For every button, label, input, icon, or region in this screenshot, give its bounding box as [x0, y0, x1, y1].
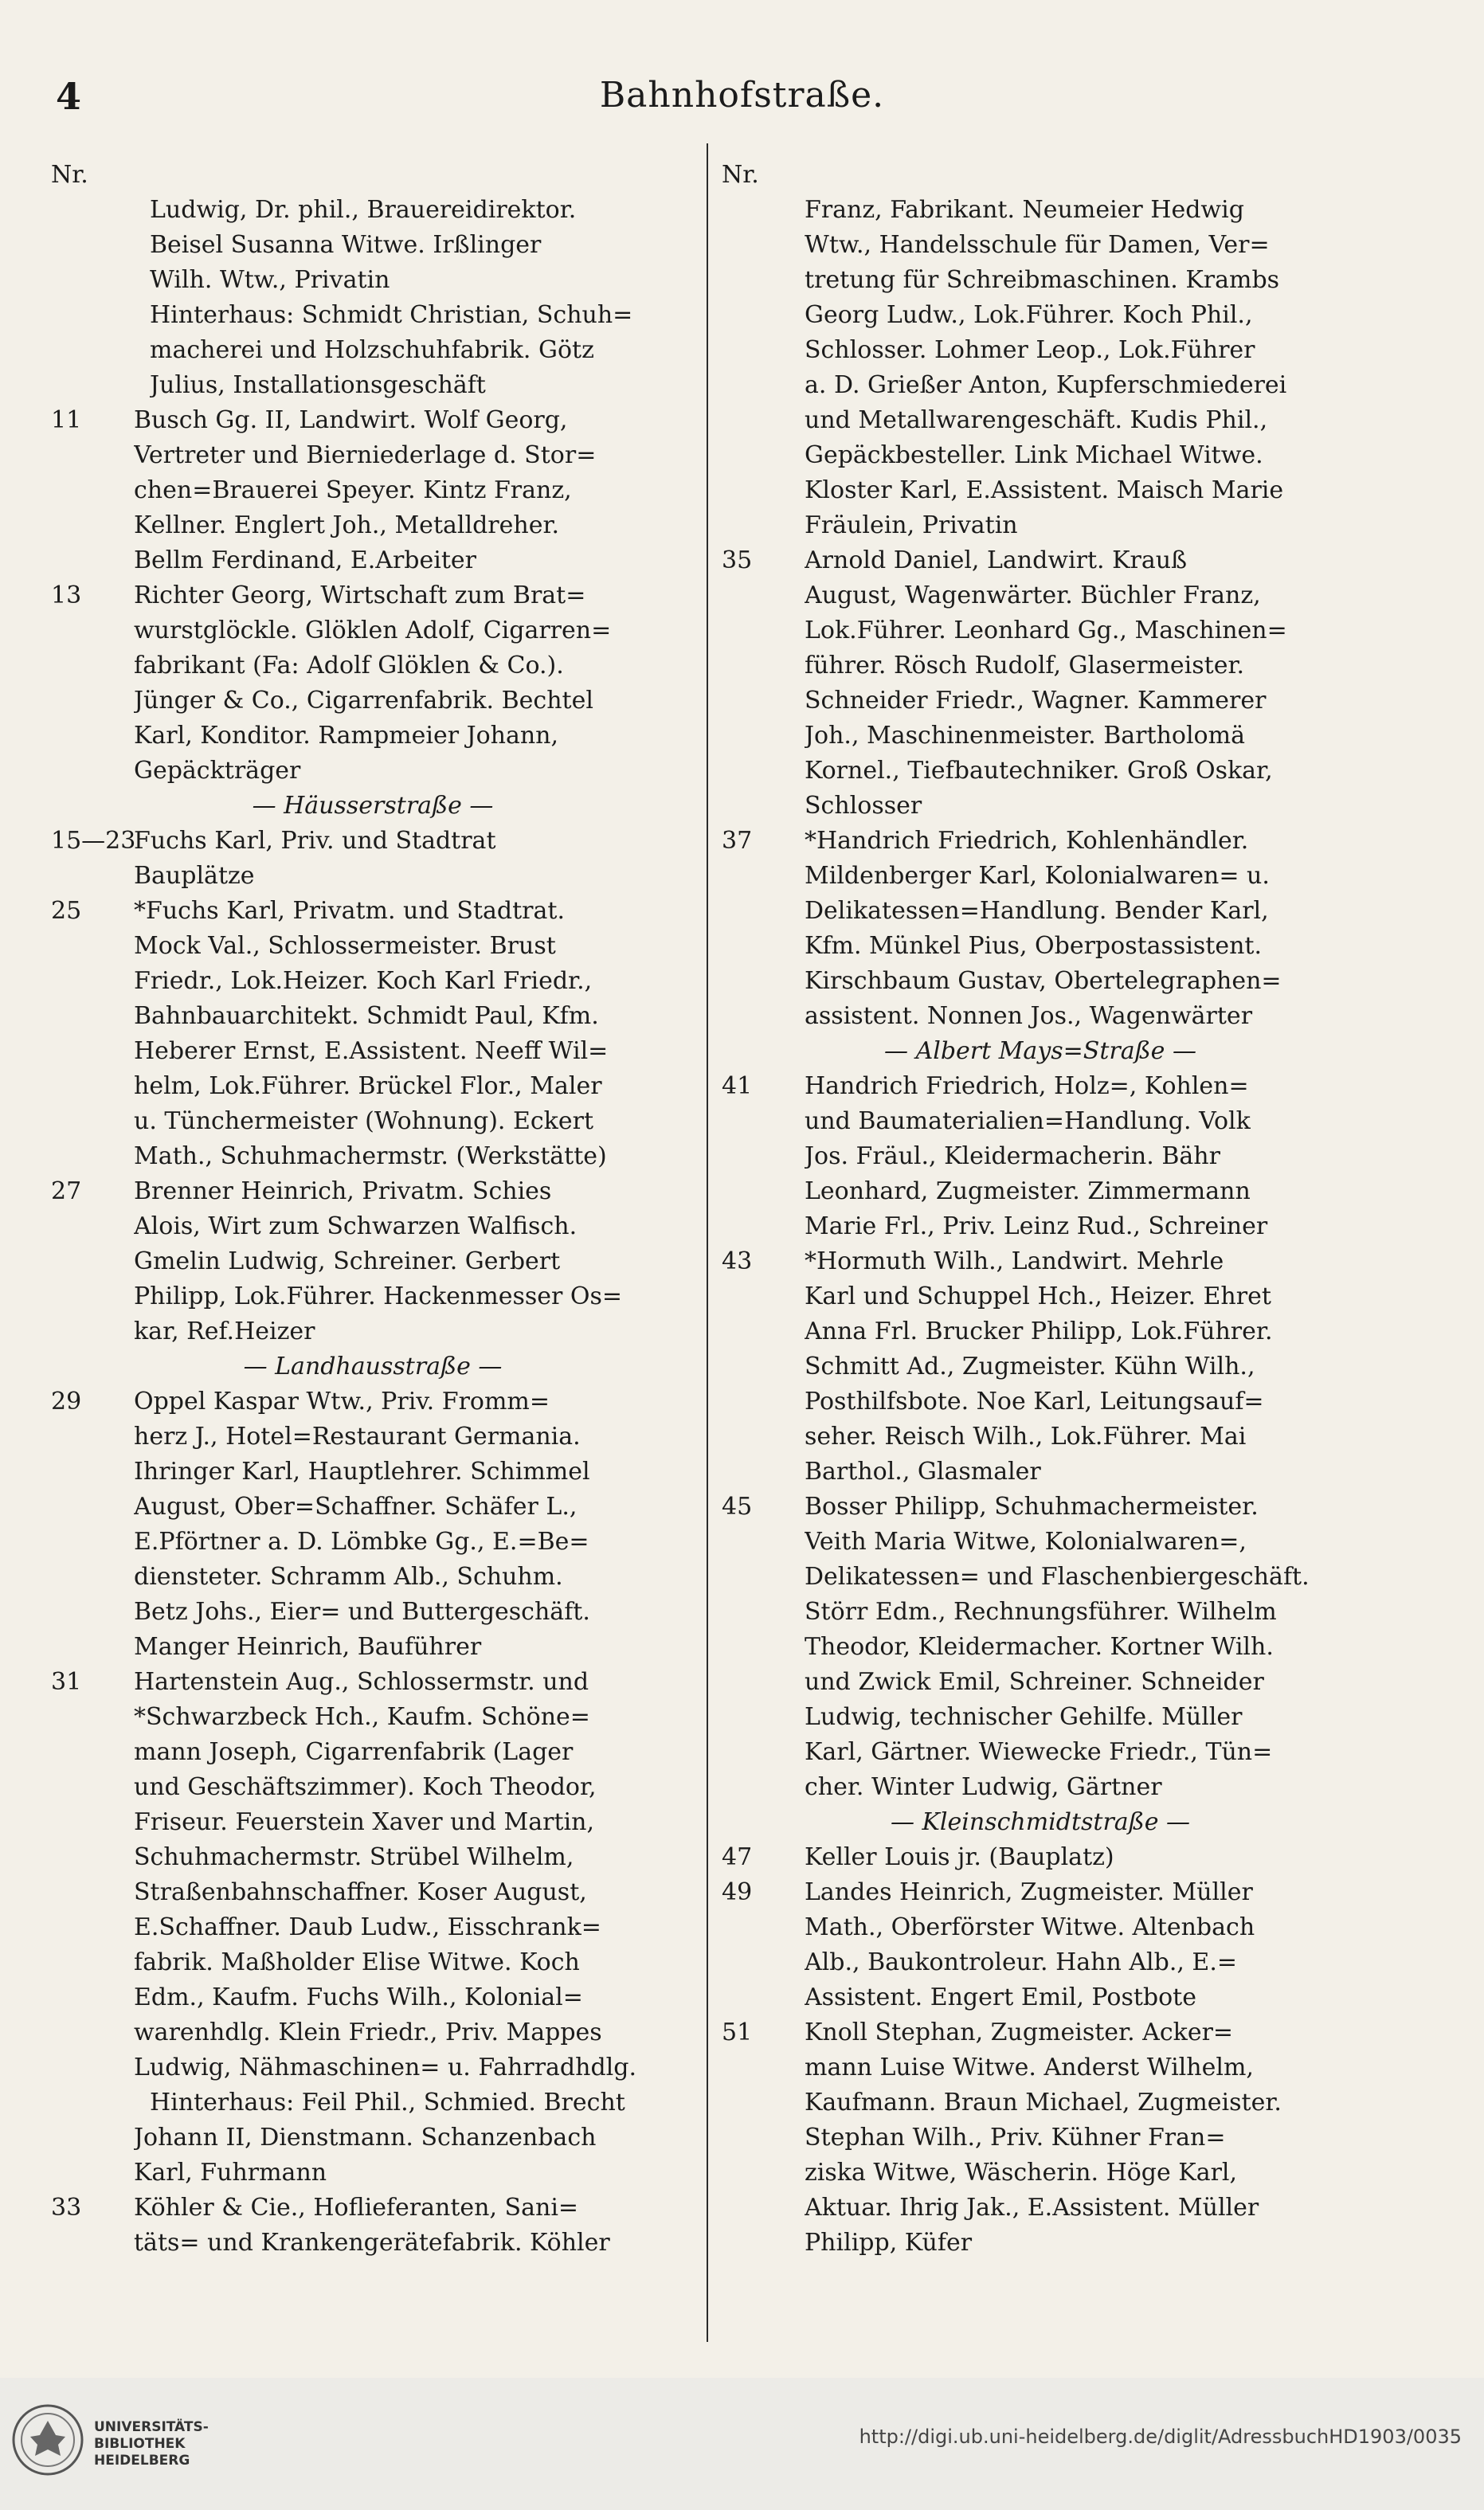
directory-line [51, 964, 695, 999]
entry-text: Posthilfsbote. Noe Karl, Leitungsauf= [805, 1388, 1264, 1416]
entry-text: mann Luise Witwe. Anderst Wilhelm, [805, 2054, 1254, 2081]
entry-text: Theodor, Kleidermacher. Kortner Wilh. [805, 1633, 1274, 1661]
entry-text: Oppel Kaspar Wtw., Priv. Fromm= [134, 1388, 550, 1416]
directory-line [51, 859, 695, 894]
entry-text: Aktuar. Ihrig Jak., E.Assistent. Müller [805, 2194, 1259, 2222]
house-number: 13 [51, 581, 82, 609]
entry-text: Schuhmachermstr. Strübel Wilhelm, [134, 1843, 574, 1871]
directory-line [51, 648, 695, 683]
entry-text: und Baumaterialien=Handlung. Volk [805, 1107, 1251, 1135]
directory-line [51, 438, 695, 473]
entry-text: Anna Frl. Brucker Philipp, Lok.Führer. [805, 1318, 1273, 1345]
entry-text: Störr Edm., Rechnungsführer. Wilhelm [805, 1598, 1277, 1626]
entry-text: a. D. Grießer Anton, Kupferschmiederei [805, 371, 1287, 399]
directory-line [51, 2085, 695, 2120]
directory-line [51, 754, 695, 789]
directory-line [722, 2226, 1359, 2261]
entry-text: Johann II, Dienstmann. Schanzenbach [134, 2124, 597, 2152]
directory-line [51, 1279, 695, 1314]
entry-text: Georg Ludw., Lok.Führer. Koch Phil., [805, 301, 1253, 329]
entry-text: E.Pförtner a. D. Lömbke Gg., E.=Be= [134, 1528, 589, 1556]
directory-line [51, 1840, 695, 1875]
entry-text: Philipp, Küfer [805, 2229, 973, 2257]
directory-line [722, 298, 1359, 333]
entry-text: Gmelin Ludwig, Schreiner. Gerbert [134, 1247, 561, 1275]
directory-line [51, 578, 695, 613]
directory-line [722, 1770, 1359, 1805]
entry-text: E.Schaffner. Daub Ludw., Eisschrank= [134, 1913, 601, 1941]
directory-line [722, 403, 1359, 438]
directory-line [722, 1490, 1359, 1525]
entry-text: Nr. [51, 161, 88, 189]
house-number: 47 [722, 1843, 753, 1871]
directory-line [722, 719, 1359, 754]
entry-text: Schneider Friedr., Wagner. Kammerer [805, 687, 1267, 715]
entry-text: Vertreter und Bierniederlage d. Stor= [134, 441, 597, 469]
directory-line [51, 1595, 695, 1630]
entry-text: Marie Frl., Priv. Leinz Rud., Schreiner [805, 1212, 1268, 1240]
entry-text: führer. Rösch Rudolf, Glasermeister. [805, 652, 1245, 679]
entry-text: chen=Brauerei Speyer. Kintz Franz, [134, 476, 572, 504]
university-seal-icon [11, 2403, 84, 2477]
directory-line [51, 2156, 695, 2191]
house-number: 43 [722, 1247, 753, 1275]
entry-text: tretung für Schreibmaschinen. Krambs [805, 266, 1280, 294]
entry-text: Fräulein, Privatin [805, 511, 1018, 539]
directory-line [51, 894, 695, 929]
entry-text: Fuchs Karl, Priv. und Stadtrat [134, 827, 496, 855]
directory-line [51, 1805, 695, 1840]
directory-line [722, 1910, 1359, 1945]
directory-line [722, 894, 1359, 929]
running-title: Bahnhofstraße. [599, 75, 885, 116]
directory-line [51, 2120, 695, 2156]
directory-line [51, 263, 695, 298]
entry-text: kar, Ref.Heizer [134, 1318, 315, 1345]
directory-line [722, 2015, 1359, 2050]
directory-line [722, 508, 1359, 543]
directory-line [51, 1034, 695, 1069]
column-divider [707, 143, 708, 2342]
entry-text: Friedr., Lok.Heizer. Koch Karl Friedr., [134, 967, 593, 995]
entry-text: Wtw., Handelsschule für Damen, Ver= [805, 231, 1270, 259]
directory-line [722, 193, 1359, 228]
house-number: 41 [722, 1072, 753, 1100]
directory-line [722, 613, 1359, 648]
directory-line [51, 1735, 695, 1770]
entry-text: seher. Reisch Wilh., Lok.Führer. Mai [805, 1423, 1247, 1451]
directory-line [722, 578, 1359, 613]
directory-line [722, 1875, 1359, 1910]
directory-line [722, 1349, 1359, 1384]
page-number: 4 [56, 75, 82, 118]
house-number: 33 [51, 2194, 82, 2222]
entry-text: ziska Witwe, Wäscherin. Höge Karl, [805, 2159, 1238, 2187]
directory-line [722, 2156, 1359, 2191]
directory-line [722, 228, 1359, 263]
directory-line [51, 193, 695, 228]
right-column [722, 158, 1359, 2340]
directory-line [722, 754, 1359, 789]
street-subheading [51, 1349, 695, 1384]
footer-bar [0, 2378, 1484, 2510]
directory-line [722, 1384, 1359, 1419]
entry-text: Jos. Fräul., Kleidermacherin. Bähr [805, 1142, 1220, 1170]
entry-text: Ludwig, Dr. phil., Brauereidirektor. [150, 196, 577, 224]
directory-line [722, 263, 1359, 298]
directory-line [51, 1069, 695, 1104]
entry-text: wurstglöckle. Glöklen Adolf, Cigarren= [134, 617, 612, 644]
directory-line [722, 929, 1359, 964]
entry-text: Richter Georg, Wirtschaft zum Brat= [134, 581, 586, 609]
house-number: 31 [51, 1668, 82, 1696]
directory-line [722, 1735, 1359, 1770]
entry-text: Karl, Konditor. Rampmeier Johann, [134, 722, 559, 750]
directory-line [51, 1314, 695, 1349]
entry-text: Alois, Wirt zum Schwarzen Walfisch. [134, 1212, 578, 1240]
directory-line [722, 683, 1359, 719]
directory-line [51, 298, 695, 333]
entry-text: warenhdlg. Klein Friedr., Priv. Mappes [134, 2019, 602, 2046]
entry-text: fabrik. Maßholder Elise Witwe. Koch [134, 1948, 580, 1976]
directory-line [51, 1910, 695, 1945]
directory-line [722, 2191, 1359, 2226]
entry-text: Manger Heinrich, Bauführer [134, 1633, 482, 1661]
entry-text: Kellner. Englert Joh., Metalldreher. [134, 511, 560, 539]
entry-text: August, Ober=Schaffner. Schäfer L., [134, 1493, 578, 1521]
directory-line [722, 1104, 1359, 1139]
entry-text: Hartenstein Aug., Schlossermstr. und [134, 1668, 589, 1696]
directory-line [51, 1770, 695, 1805]
directory-line [722, 333, 1359, 368]
entry-text: Friseur. Feuerstein Xaver und Martin, [134, 1808, 594, 1836]
entry-text: Schmitt Ad., Zugmeister. Kühn Wilh., [805, 1353, 1255, 1380]
entry-text: Karl und Schuppel Hch., Heizer. Ehret [805, 1282, 1271, 1310]
directory-line [51, 1209, 695, 1244]
directory-line [51, 1630, 695, 1665]
entry-text: helm, Lok.Führer. Brückel Flor., Maler [134, 1072, 602, 1100]
directory-line [51, 1419, 695, 1455]
library-name-line: UNIVERSITÄTS- [94, 2419, 209, 2435]
directory-line [722, 2085, 1359, 2120]
entry-text: macherei und Holzschuhfabrik. Götz [150, 336, 594, 364]
entry-text: Keller Louis jr. (Bauplatz) [805, 1843, 1114, 1871]
house-number: 49 [722, 1878, 753, 1906]
entry-text: *Handrich Friedrich, Kohlenhändler. [805, 827, 1249, 855]
entry-text: Landes Heinrich, Zugmeister. Müller [805, 1878, 1253, 1906]
entry-text: Veith Maria Witwe, Kolonialwaren=, [805, 1528, 1247, 1556]
entry-text: Karl, Fuhrmann [134, 2159, 327, 2187]
directory-line [722, 1945, 1359, 1980]
directory-line [722, 1244, 1359, 1279]
left-column [51, 158, 695, 2340]
entry-text: *Fuchs Karl, Privatm. und Stadtrat. [134, 897, 565, 925]
directory-line [51, 613, 695, 648]
entry-text: assistent. Nonnen Jos., Wagenwärter [805, 1002, 1253, 1030]
directory-line [51, 473, 695, 508]
entry-text: Kfm. Münkel Pius, Oberpostassistent. [805, 932, 1263, 960]
directory-line [722, 824, 1359, 859]
directory-line [722, 1314, 1359, 1349]
entry-text: Gepäckträger [134, 757, 301, 785]
directory-line [722, 1525, 1359, 1560]
source-url-link[interactable]: http://digi.ub.uni-heidelberg.de/diglit/AdressbuchHD1903/0035 [859, 2426, 1462, 2448]
entry-text: Lok.Führer. Leonhard Gg., Maschinen= [805, 617, 1287, 644]
entry-text: Gepäckbesteller. Link Michael Witwe. [805, 441, 1263, 469]
directory-line [51, 403, 695, 438]
entry-text: Schlosser. Lohmer Leop., Lok.Führer [805, 336, 1255, 364]
entry-text: Arnold Daniel, Landwirt. Krauß [805, 546, 1188, 574]
house-number: 29 [51, 1388, 82, 1416]
entry-text: Heberer Ernst, E.Assistent. Neeff Wil= [134, 1037, 609, 1065]
entry-text: Alb., Baukontroleur. Hahn Alb., E.= [805, 1948, 1238, 1976]
entry-text: Handrich Friedrich, Holz=, Kohlen= [805, 1072, 1249, 1100]
library-name [94, 2419, 209, 2469]
column-number-header [51, 158, 695, 193]
directory-line [722, 999, 1359, 1034]
entry-text: Franz, Fabrikant. Neumeier Hedwig [805, 196, 1244, 224]
entry-text: Busch Gg. II, Landwirt. Wolf Georg, [134, 406, 568, 434]
directory-line [51, 1455, 695, 1490]
entry-text: Ludwig, Nähmaschinen= u. Fahrradhdlg. [134, 2054, 636, 2081]
directory-line [51, 1945, 695, 1980]
directory-line [722, 543, 1359, 578]
entry-text: — Albert Mays=Straße — [884, 1037, 1196, 1065]
entry-text: Mock Val., Schlossermeister. Brust [134, 932, 556, 960]
street-subheading [722, 1805, 1359, 1840]
directory-line [51, 2050, 695, 2085]
house-number: 51 [722, 2019, 753, 2046]
entry-text: Knoll Stephan, Zugmeister. Acker= [805, 2019, 1234, 2046]
directory-line [722, 1560, 1359, 1595]
entry-text: Joh., Maschinenmeister. Bartholomä [805, 722, 1245, 750]
directory-line [51, 1384, 695, 1419]
directory-line [51, 368, 695, 403]
entry-text: — Häusserstraße — [252, 792, 494, 820]
page-header [0, 75, 1484, 131]
entry-text: — Landhausstraße — [243, 1353, 503, 1380]
entry-text: Kloster Karl, E.Assistent. Maisch Marie [805, 476, 1284, 504]
directory-line [722, 1174, 1359, 1209]
entry-text: diensteter. Schramm Alb., Schuhm. [134, 1563, 563, 1591]
directory-line [51, 999, 695, 1034]
column-number-header [722, 158, 1359, 193]
entry-text: u. Tünchermeister (Wohnung). Eckert [134, 1107, 594, 1135]
entry-text: Hinterhaus: Feil Phil., Schmied. Brecht [150, 2089, 625, 2116]
entry-text: Barthol., Glasmaler [805, 1458, 1041, 1486]
entry-text: Leonhard, Zugmeister. Zimmermann [805, 1177, 1251, 1205]
directory-line [722, 2050, 1359, 2085]
house-number: 25 [51, 897, 82, 925]
directory-line [722, 473, 1359, 508]
directory-line [51, 824, 695, 859]
directory-line [51, 1490, 695, 1525]
directory-line [722, 964, 1359, 999]
entry-text: Karl, Gärtner. Wiewecke Friedr., Tün= [805, 1738, 1273, 1766]
entry-text: August, Wagenwärter. Büchler Franz, [805, 581, 1261, 609]
directory-line [722, 789, 1359, 824]
directory-line [51, 228, 695, 263]
entry-text: Ihringer Karl, Hauptlehrer. Schimmel [134, 1458, 590, 1486]
directory-line [722, 1980, 1359, 2015]
entry-text: mann Joseph, Cigarrenfabrik (Lager [134, 1738, 574, 1766]
directory-line [51, 1174, 695, 1209]
directory-line [51, 1980, 695, 2015]
directory-line [51, 929, 695, 964]
directory-line [51, 1700, 695, 1735]
entry-text: Jünger & Co., Cigarrenfabrik. Bechtel [134, 687, 593, 715]
entry-text: und Metallwarengeschäft. Kudis Phil., [805, 406, 1268, 434]
entry-text: und Geschäftszimmer). Koch Theodor, [134, 1773, 597, 1801]
directory-line [51, 719, 695, 754]
entry-text: Hinterhaus: Schmidt Christian, Schuh= [150, 301, 633, 329]
directory-line [51, 683, 695, 719]
directory-line [51, 1560, 695, 1595]
directory-line [722, 1139, 1359, 1174]
entry-text: — Kleinschmidtstraße — [890, 1808, 1191, 1836]
entry-text: Bellm Ferdinand, E.Arbeiter [134, 546, 476, 574]
directory-line [722, 1279, 1359, 1314]
entry-text: Kaufmann. Braun Michael, Zugmeister. [805, 2089, 1282, 2116]
house-number: 37 [722, 827, 753, 855]
entry-text: Ludwig, technischer Gehilfe. Müller [805, 1703, 1243, 1731]
directory-line [722, 1840, 1359, 1875]
entry-text: Betz Johs., Eier= und Buttergeschäft. [134, 1598, 590, 1626]
directory-line [722, 1419, 1359, 1455]
entry-text: herz J., Hotel=Restaurant Germania. [134, 1423, 581, 1451]
entry-text: Brenner Heinrich, Privatm. Schies [134, 1177, 552, 1205]
entry-text: Assistent. Engert Emil, Postbote [805, 1983, 1196, 2011]
entry-text: Math., Schuhmachermstr. (Werkstätte) [134, 1142, 607, 1170]
directory-line [51, 1875, 695, 1910]
house-number: 35 [722, 546, 753, 574]
entry-text: Philipp, Lok.Führer. Hackenmesser Os= [134, 1282, 622, 1310]
entry-text: Schlosser [805, 792, 922, 820]
entry-text: cher. Winter Ludwig, Gärtner [805, 1773, 1162, 1801]
entry-text: *Hormuth Wilh., Landwirt. Mehrle [805, 1247, 1224, 1275]
street-subheading [51, 789, 695, 824]
entry-text: Kornel., Tiefbautechniker. Groß Oskar, [805, 757, 1273, 785]
directory-line [722, 1209, 1359, 1244]
directory-line [722, 859, 1359, 894]
directory-line [722, 648, 1359, 683]
directory-line [722, 1665, 1359, 1700]
directory-line [51, 1139, 695, 1174]
entry-text: Stephan Wilh., Priv. Kühner Fran= [805, 2124, 1226, 2152]
directory-line [51, 1244, 695, 1279]
entry-text: Nr. [722, 161, 759, 189]
directory-line [722, 1630, 1359, 1665]
entry-text: Delikatessen= und Flaschenbiergeschäft. [805, 1563, 1310, 1591]
directory-line [51, 333, 695, 368]
entry-text: *Schwarzbeck Hch., Kaufm. Schöne= [134, 1703, 590, 1731]
directory-line [722, 438, 1359, 473]
house-number: 45 [722, 1493, 753, 1521]
entry-text: Delikatessen=Handlung. Bender Karl, [805, 897, 1269, 925]
directory-line [51, 508, 695, 543]
directory-line [51, 2191, 695, 2226]
entry-text: und Zwick Emil, Schreiner. Schneider [805, 1668, 1264, 1696]
directory-line [722, 1069, 1359, 1104]
library-name-line: BIBLIOTHEK [94, 2436, 186, 2452]
entry-text: Straßenbahnschaffner. Koser August, [134, 1878, 587, 1906]
directory-line [51, 543, 695, 578]
directory-line [51, 1525, 695, 1560]
house-number: 27 [51, 1177, 82, 1205]
house-number: 11 [51, 406, 82, 434]
directory-line [722, 1455, 1359, 1490]
directory-line [51, 2015, 695, 2050]
directory-line [51, 2226, 695, 2261]
directory-line [722, 368, 1359, 403]
entry-text: Beisel Susanna Witwe. Irßlinger [150, 231, 542, 259]
house-number: 15—23 [51, 827, 136, 855]
entry-text: Julius, Installationsgeschäft [150, 371, 486, 399]
library-name-line: HEIDELBERG [94, 2453, 190, 2469]
entry-text: Kirschbaum Gustav, Obertelegraphen= [805, 967, 1282, 995]
entry-text: Köhler & Cie., Hoflieferanten, Sani= [134, 2194, 579, 2222]
entry-text: Mildenberger Karl, Kolonialwaren= u. [805, 862, 1270, 890]
entry-text: Wilh. Wtw., Privatin [150, 266, 390, 294]
entry-text: Math., Oberförster Witwe. Altenbach [805, 1913, 1255, 1941]
directory-line [51, 1104, 695, 1139]
directory-line [51, 1665, 695, 1700]
entry-text: täts= und Krankengerätefabrik. Köhler [134, 2229, 610, 2257]
street-subheading [722, 1034, 1359, 1069]
entry-text: fabrikant (Fa: Adolf Glöklen & Co.). [134, 652, 564, 679]
entry-text: Edm., Kaufm. Fuchs Wilh., Kolonial= [134, 1983, 583, 2011]
entry-text: Bosser Philipp, Schuhmachermeister. [805, 1493, 1259, 1521]
directory-line [722, 2120, 1359, 2156]
directory-line [722, 1700, 1359, 1735]
entry-text: Bahnbauarchitekt. Schmidt Paul, Kfm. [134, 1002, 599, 1030]
entry-text: Bauplätze [134, 862, 255, 890]
directory-line [722, 1595, 1359, 1630]
